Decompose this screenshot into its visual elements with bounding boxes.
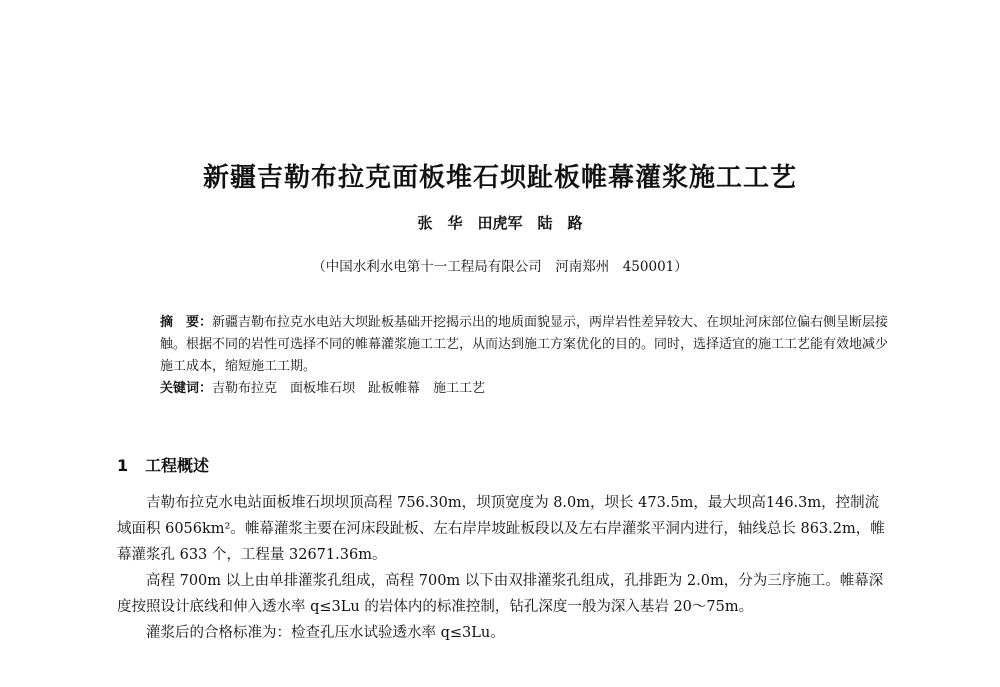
keywords-text: 吉勒布拉克 面板堆石坝 趾板帷幕 施工工艺 bbox=[212, 381, 486, 396]
body-paragraph: 高程 700m 以上由单排灌浆孔组成，高程 700m 以下由双排灌浆孔组成，孔排距为 2.0m，分为三序施工。帷幕深度按照设计底线和伸入透水率 q≤3Lu 的岩体内的标准控制，钻孔深度一般为深入基岩 20～75m。 bbox=[117, 573, 884, 615]
author-affiliation: （中国水利水电第十一工程局有限公司 河南郑州 450001） bbox=[312, 259, 688, 275]
paper-title: 新疆吉勒布拉克面板堆石坝趾板帷幕灌浆施工工艺 bbox=[202, 163, 797, 193]
keywords bbox=[160, 378, 900, 400]
section-number: 1 bbox=[117, 456, 129, 475]
abstract-text: 新疆吉勒布拉克水电站大坝趾板基础开挖揭示出的地质面貌显示，两岸岩性差异较大、在坝址河床部位偏右侧呈断层接触。根据不同的岩性可选择不同的帷幕灌浆施工工艺，从而达到施工方案优化的目的。同时，选择适宜的施工工艺能有效地减少施工成本，缩短施工工期。 bbox=[160, 315, 889, 374]
body-paragraph: 灌浆后的合格标准为：检查孔压水试验透水率 q≤3Lu。 bbox=[146, 625, 505, 641]
section-title: 工程概述 bbox=[145, 456, 210, 475]
author-list: 张 华 田虎军 陆 路 bbox=[417, 214, 583, 232]
body-text bbox=[117, 490, 893, 646]
section-heading bbox=[117, 453, 209, 476]
body-paragraph: 吉勒布拉克水电站面板堆石坝坝顶高程 756.30m，坝顶宽度为 8.0m，坝长 473.5m，最大坝高146.3m，控制流域面积 6056km²。帷幕灌浆主要在河床段趾板、左右岸岸坡趾板段以及左右岸灌浆平洞内进行，轴线总长 863.2m，帷幕灌浆孔 633 个，工程量 32671.36m。 bbox=[117, 495, 885, 563]
abstract bbox=[160, 312, 900, 378]
abstract-block bbox=[160, 312, 900, 400]
keywords-label: 关键词： bbox=[160, 381, 213, 396]
abstract-label: 摘 要： bbox=[160, 315, 213, 330]
